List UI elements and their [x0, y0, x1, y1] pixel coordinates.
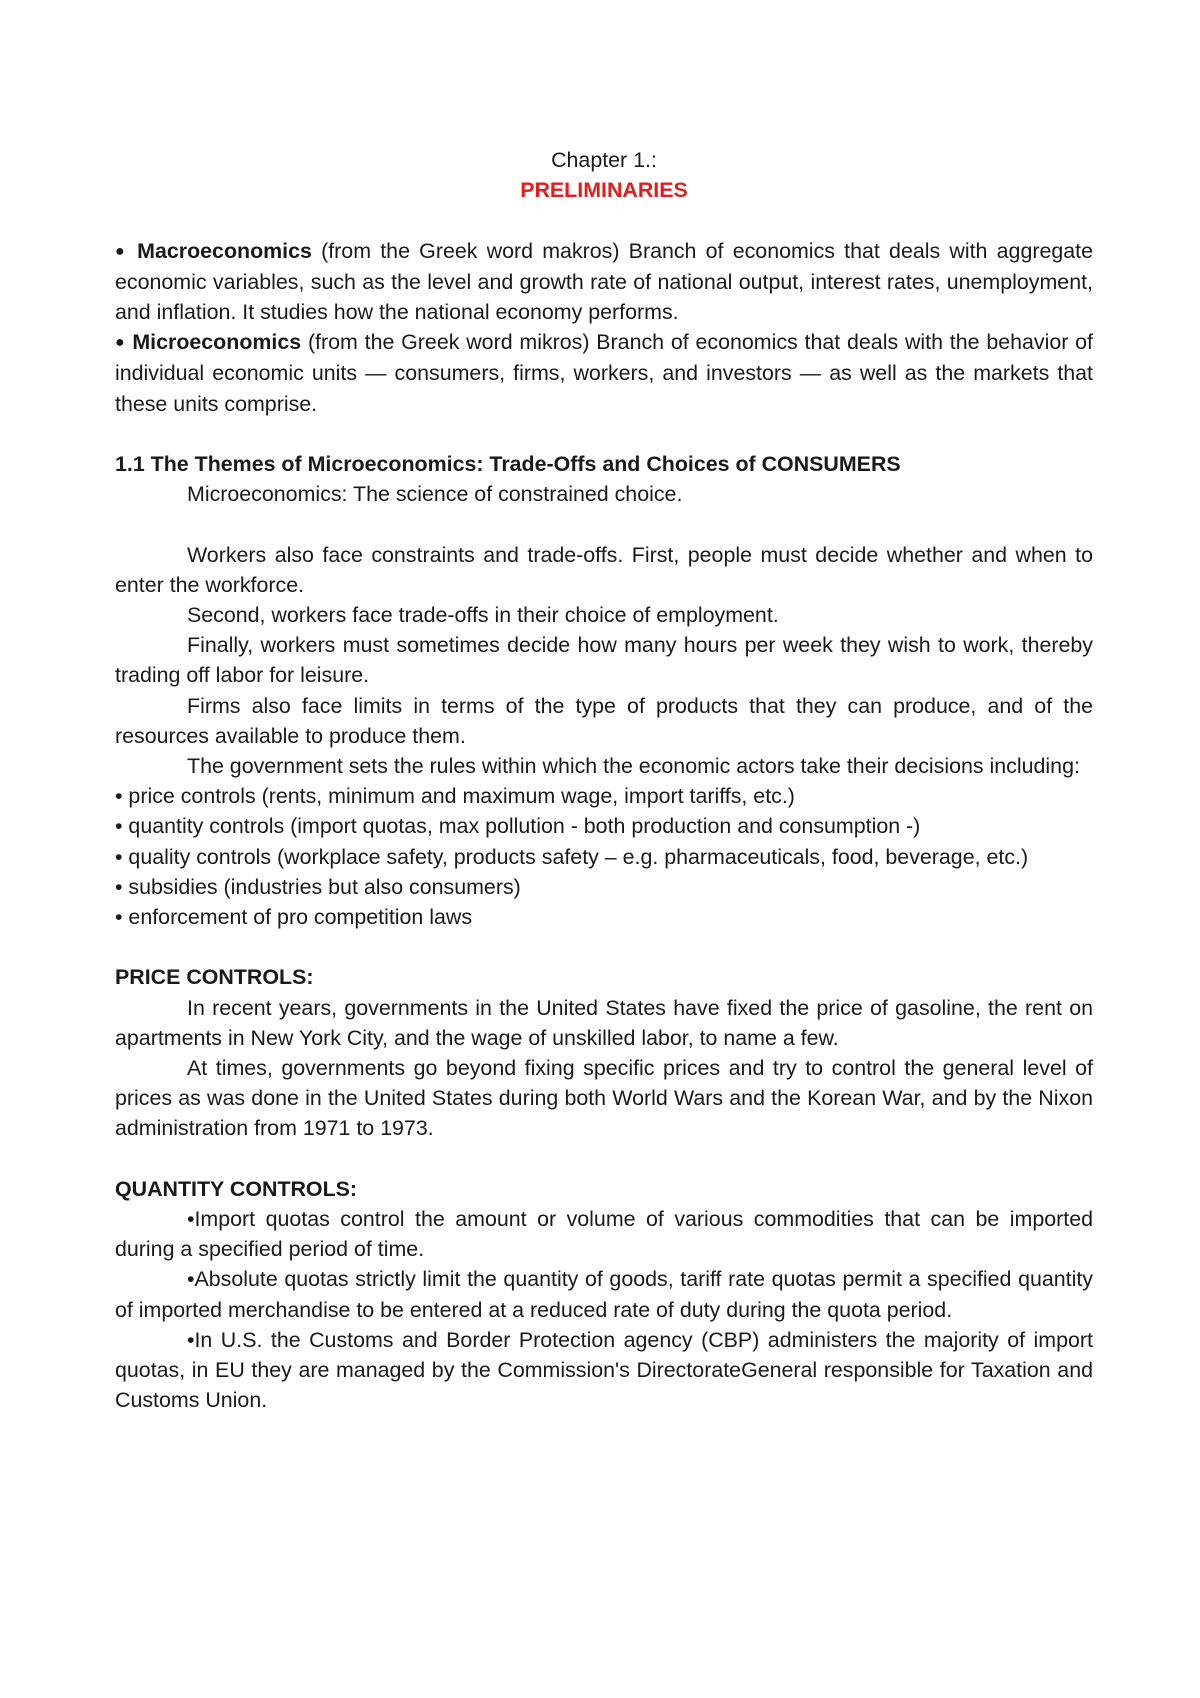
list-item: • enforcement of pro competition laws	[115, 905, 473, 930]
paragraph: Finally, workers must sometimes decide how many hours per week they wish to work, thereby trading off labor for leisure.	[115, 633, 1093, 688]
paragraph: Second, workers face trade-offs in their choice of employment.	[187, 603, 779, 627]
bullet-icon: ●	[115, 334, 126, 352]
paragraph: In recent years, governments in the United States have fixed the price of gasoline, the rent on apartments in New York City, and the wage of unskilled labor, to name a few.	[115, 995, 1093, 1050]
section-heading-themes: 1.1 The Themes of Microeconomics: Trade-Offs and Choices of CONSUMERS	[115, 452, 901, 476]
bullet-icon: ●	[115, 242, 128, 260]
paragraph: •Absolute quotas strictly limit the quantity of goods, tariff rate quotas permit a specified quantity of imported merchandise to be entered at a reduced rate of duty during the quota period.	[115, 1267, 1093, 1322]
paragraph: •In U.S. the Customs and Border Protection agency (CBP) administers the majority of import quotas, in EU they are managed by the Commission's DirectorateGeneral responsible for Taxation and Customs Union.	[115, 1327, 1093, 1413]
section-heading-quantity-controls: QUANTITY CONTROLS:	[115, 1176, 358, 1201]
paragraph: •Import quotas control the amount or volume of various commodities that can be imported during a specified period of time.	[115, 1207, 1093, 1262]
spacer	[115, 932, 1093, 962]
definition-text: (from the Greek word mikros) Branch of economics that deals with the behavior of individual economic units — consumers, firms, workers, and investors — as well as the markets that these units comprise.	[115, 330, 1094, 416]
chapter-title: PRELIMINARIES	[520, 178, 688, 203]
paragraph: At times, governments go beyond fixing specific prices and try to control the general level of prices as was done in the United States during both World Wars and the Korean War, and by the Nixon administration from 1971 to 1973.	[115, 1056, 1093, 1141]
paragraph: The government sets the rules within which the economic actors take their decisions including:	[187, 754, 1080, 779]
spacer	[115, 509, 1093, 539]
definition-term: Microeconomics	[132, 330, 302, 355]
definition-microeconomics	[115, 327, 1093, 419]
document-page	[115, 145, 1093, 1415]
list-item: • price controls (rents, minimum and maximum wage, import tariffs, etc.)	[115, 784, 795, 809]
themes-intro: Microeconomics: The science of constrained choice.	[187, 482, 683, 507]
section-heading-price-controls: PRICE CONTROLS:	[115, 965, 314, 990]
spacer	[115, 1144, 1093, 1174]
paragraph: Workers also face constraints and trade-offs. First, people must decide whether and when to enter the workforce.	[115, 542, 1093, 597]
definition-macroeconomics	[115, 236, 1093, 328]
list-item: • quality controls (workplace safety, products safety – e.g. pharmaceuticals, food, beverage, etc.)	[115, 844, 1029, 869]
definition-term: Macroeconomics	[137, 238, 312, 263]
spacer	[115, 419, 1093, 449]
definition-text: (from the Greek word makros) Branch of economics that deals with aggregate economic variables, such as the level and growth rate of national output, interest rates, unemployment, and inflation. It studies how the national economy performs.	[115, 238, 1093, 324]
chapter-number: Chapter 1.:	[551, 148, 657, 172]
spacer	[115, 205, 1093, 235]
list-item: • subsidies (industries but also consumers)	[115, 874, 521, 899]
list-item: • quantity controls (import quotas, max pollution - both production and consumption -)	[115, 814, 921, 839]
paragraph: Firms also face limits in terms of the type of products that they can produce, and of the resources available to produce them.	[115, 693, 1093, 748]
